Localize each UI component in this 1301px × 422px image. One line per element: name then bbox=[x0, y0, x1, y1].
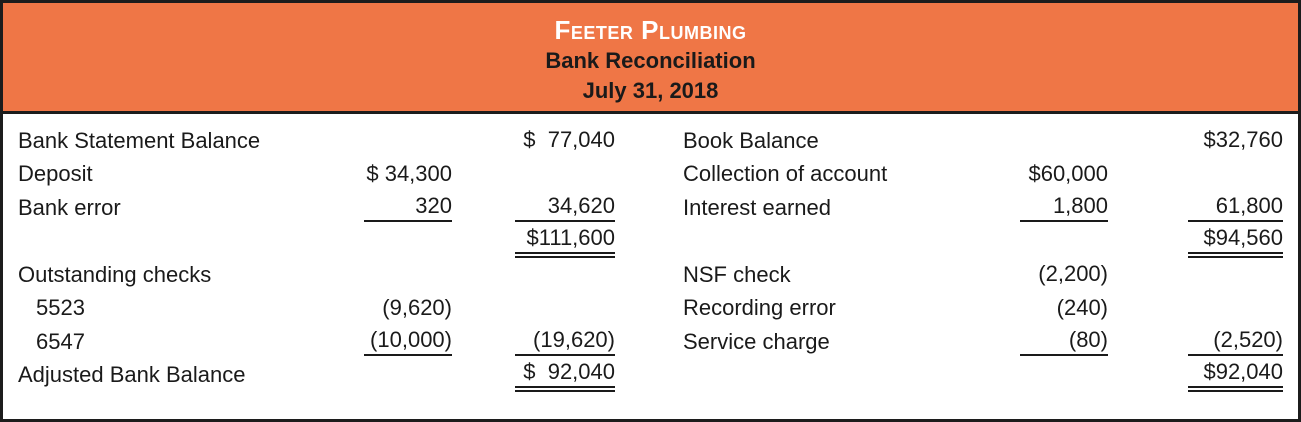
amount-mid bbox=[364, 274, 452, 275]
table-row bbox=[653, 158, 1298, 192]
report-title: Bank Reconciliation bbox=[545, 48, 756, 73]
amount-mid: $60,000 bbox=[1028, 160, 1108, 186]
amount-mid: (10,000) bbox=[364, 327, 452, 356]
amount-right bbox=[1188, 274, 1283, 275]
row-label: Interest earned bbox=[683, 194, 831, 220]
amount-mid: (80) bbox=[1020, 327, 1108, 356]
amount-mid bbox=[1020, 375, 1108, 376]
table-row bbox=[653, 191, 1298, 225]
table-row bbox=[3, 359, 615, 393]
amount-mid: (240) bbox=[1056, 294, 1108, 320]
table-row bbox=[3, 225, 615, 259]
row-label: NSF check bbox=[683, 261, 791, 287]
bank-side-section bbox=[3, 124, 615, 392]
table-row bbox=[3, 158, 615, 192]
row-label: Service charge bbox=[683, 328, 830, 354]
amount-mid: 1,800 bbox=[1020, 193, 1108, 222]
amount-mid bbox=[364, 375, 452, 376]
amount-right-total: $ 92,040 bbox=[515, 359, 615, 392]
amount-mid bbox=[1020, 140, 1108, 141]
row-label-check-number: 5523 bbox=[36, 295, 85, 321]
statement-body bbox=[3, 114, 1298, 392]
amount-right: 61,800 bbox=[1188, 193, 1283, 222]
amount-right-subtotal: $111,600 bbox=[515, 225, 615, 258]
row-label: Bank Statement Balance bbox=[18, 127, 261, 153]
amount-mid: (2,200) bbox=[1038, 261, 1108, 287]
company-name: Feeter Plumbing bbox=[554, 15, 747, 45]
table-row bbox=[3, 191, 615, 225]
amount-right bbox=[515, 174, 615, 175]
amount-mid: 320 bbox=[364, 193, 452, 222]
amount-right: (2,520) bbox=[1188, 327, 1283, 356]
amount-mid bbox=[364, 140, 452, 141]
statement-header bbox=[3, 3, 1298, 114]
amount-mid: (9,620) bbox=[382, 294, 452, 320]
row-label-check-number: 6547 bbox=[36, 328, 85, 354]
amount-mid: $ 34,300 bbox=[366, 160, 452, 186]
row-label: Bank error bbox=[18, 194, 121, 220]
amount-right: $ 77,040 bbox=[523, 127, 615, 153]
table-row bbox=[653, 258, 1298, 292]
row-label: Adjusted Bank Balance bbox=[18, 362, 246, 388]
report-date: July 31, 2018 bbox=[582, 78, 719, 103]
amount-right-total: $92,040 bbox=[1188, 359, 1283, 392]
row-label: Deposit bbox=[18, 161, 93, 187]
table-row bbox=[3, 292, 615, 326]
amount-right bbox=[515, 274, 615, 275]
table-row bbox=[3, 258, 615, 292]
table-row bbox=[653, 359, 1298, 393]
amount-right bbox=[1188, 308, 1283, 309]
table-row bbox=[653, 292, 1298, 326]
table-row bbox=[3, 124, 615, 158]
amount-right: 34,620 bbox=[515, 193, 615, 222]
table-row bbox=[653, 325, 1298, 359]
amount-right bbox=[515, 308, 615, 309]
table-row bbox=[653, 225, 1298, 259]
row-label: Outstanding checks bbox=[18, 261, 212, 287]
amount-right: $32,760 bbox=[1203, 127, 1283, 153]
row-label: Recording error bbox=[683, 295, 836, 321]
amount-mid bbox=[364, 241, 452, 242]
amount-mid bbox=[1020, 241, 1108, 242]
book-side-section bbox=[653, 124, 1298, 392]
amount-right-subtotal: $94,560 bbox=[1188, 225, 1283, 258]
amount-right: (19,620) bbox=[515, 327, 615, 356]
row-label: Collection of account bbox=[683, 161, 888, 187]
table-row bbox=[3, 325, 615, 359]
table-row bbox=[653, 124, 1298, 158]
amount-right bbox=[1188, 174, 1283, 175]
row-label: Book Balance bbox=[683, 127, 819, 153]
